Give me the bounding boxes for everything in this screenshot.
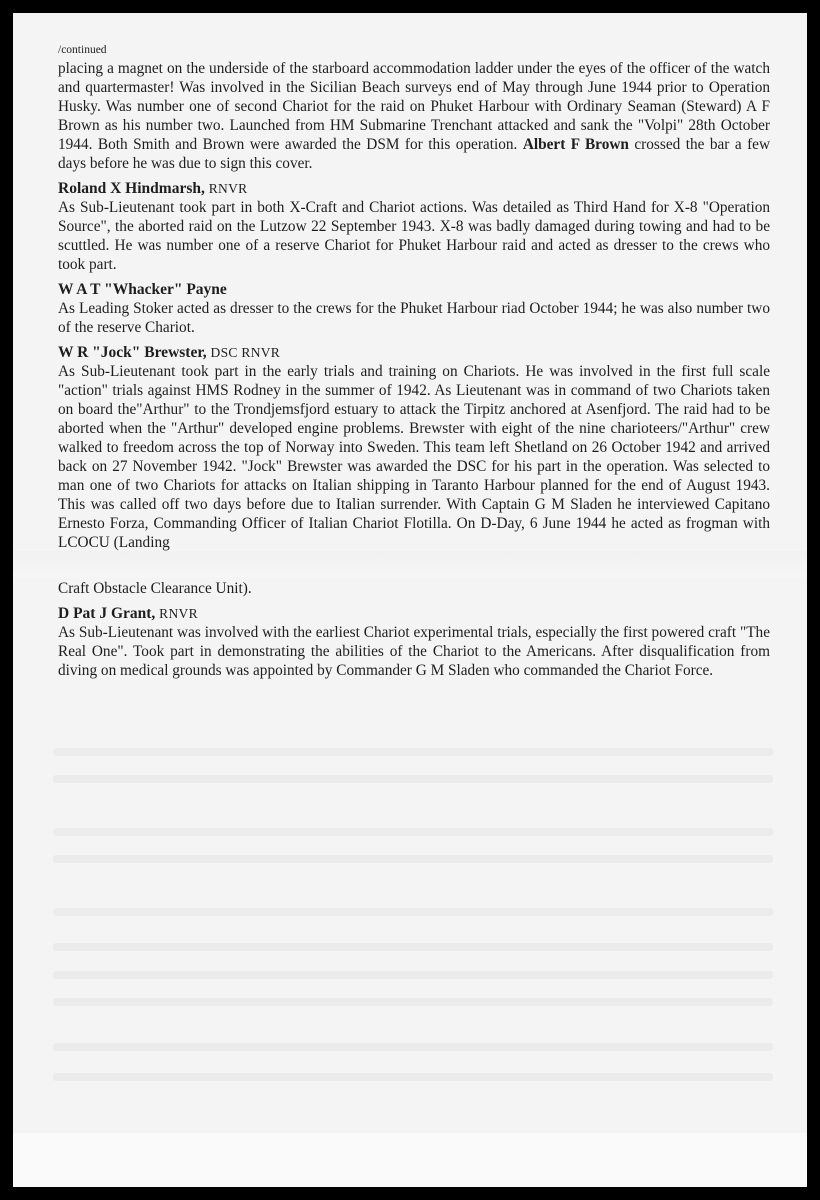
page-bottom-band [13,1133,807,1187]
entry-name: W A T "Whacker" Payne [58,281,227,298]
intro-tail: crossed the bar a few days before he was due to sign this cover. [58,136,771,172]
document-page [13,13,807,1187]
bleed-through-line [53,998,773,1006]
entry-body: As Sub-Lieutenant was involved with the earliest Chariot experimental trials, especially the first powered craft "The Real One". Took part in demonstrating the abilities of the Chariot to the Americans. After disqualification from diving on medical grounds was appointed by Commander G M Sladen who commanded the Chariot Force. [58,624,770,679]
bleed-through-line [53,855,773,863]
entry-name: W R "Jock" Brewster, [58,344,207,361]
intro-text: placing a magnet on the underside of the starboard accommodation ladder under the eyes of the officer of the watch and quartermaster! Was involved in the Sicilian Beach surveys end of May through June 1944 prior to Operation Husky. Was number one of second Chariot for the raid on Phuket Harbour with Ordinary Seaman (Steward) A F Brown as his number two. Launched from HM Submarine Trenchant attacked and sank the "Volpi" 28th October 1944. Both Smith and Brown were awarded the DSM for this operation. [58,60,770,153]
text-block-top [58,43,770,552]
bleed-through-line [53,971,773,979]
continuation-text: Craft Obstacle Clearance Unit). [58,580,252,597]
bleed-through-line [53,1073,773,1081]
bleed-through-line [53,1043,773,1051]
text-block-bottom [58,579,770,680]
entry-body: As Sub-Lieutenant took part in both X-Craft and Chariot actions. Was detailed as Third Hand for X-8 "Operation Source", the aborted raid on the Lutzow 22 September 1943. X-8 was badly damaged during towing and had to be scuttled. He was number one of a reserve Chariot for Phuket Harbour raid and acted as dresser to the crews who took part. [58,199,770,273]
intro-bold-name: Albert F Brown [522,136,629,153]
entry-heading [58,280,770,299]
entry-name: D Pat J Grant, [58,605,156,622]
bleed-through-line [53,775,773,783]
entry-body: As Sub-Lieutenant took part in the early trials and training on Chariots. He was involved in the first full scale "action" trials against HMS Rodney in the summer of 1942. As Lieutenant was in command of two Chariots taken on board the"Arthur" to the Trondjemsfjord estuary to attack the Tirpitz anchored at Asenfjord. The raid had to be aborted when the "Arthur" developed engine problems. Brewster with eight of the nine charioteers/"Arthur" crew walked to freedom across the top of Norway into Sweden. This team left Shetland on 26 October 1942 and arrived back on 27 November 1942. "Jock" Brewster was awarded the DSC for his part in the operation. Was selected to man one of two Chariots for attacks on Italian shipping in Taranto Harbour planned for the end of August 1943. This was called off two days before due to Italian surrender. With Captain G M Sladen he interviewed Capitano Ernesto Forza, Commanding Officer of Italian Chariot Flotilla. On D-Day, 6 June 1944 he acted as frogman with LCOCU (Landing [58,363,770,551]
bleed-through-line [53,828,773,836]
entry-heading [58,179,770,198]
bleed-through-line [53,748,773,756]
entry-heading [58,604,770,623]
bleed-through-line [53,908,773,916]
entry-name: Roland X Hindmarsh, [58,180,205,197]
entry-post: RNVR [159,606,198,621]
page-fold-gap [13,551,807,577]
intro-paragraph [58,59,770,173]
continued-label: /continued [58,44,107,56]
entry-post: RNVR [208,181,248,196]
entry-post: DSC RNVR [210,345,281,360]
bleed-through-line [53,943,773,951]
entry-heading [58,343,770,362]
entry-body: As Leading Stoker acted as dresser to the crews for the Phuket Harbour riad October 1944; he was also number two of the reserve Chariot. [58,300,770,336]
